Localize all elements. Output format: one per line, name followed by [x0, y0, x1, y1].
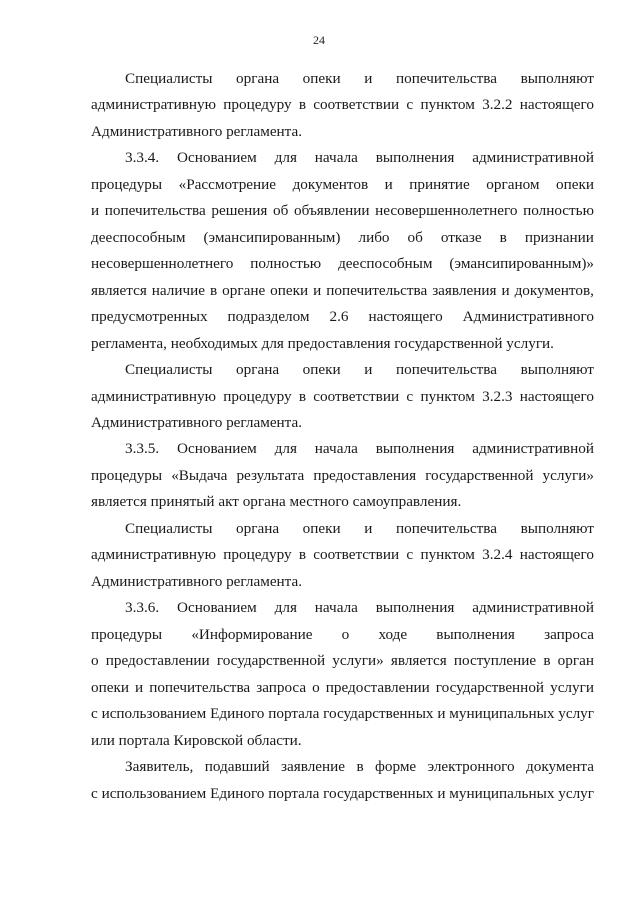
text-line: 3.3.6. Основанием для начала выполнения административной: [125, 599, 594, 616]
text-line: или портала Кировской области.: [91, 732, 302, 749]
text-line: процедуры «Выдача результата предоставления государственной услуги»: [91, 467, 594, 484]
text-line: Заявитель, подавший заявление в форме электронного документа: [125, 758, 594, 775]
text-line: Административного регламента.: [91, 573, 303, 590]
text-line: о предоставлении государственной услуги» является поступление в орган: [91, 652, 594, 669]
text-line: регламента, необходимых для предоставления государственной услуги.: [91, 335, 554, 352]
text-line: является наличие в органе опеки и попечительства заявления и документов,: [91, 282, 594, 299]
text-line: административную процедуру в соответствии с пунктом 3.2.3 настоящего: [91, 388, 594, 405]
text-line: с использованием Единого портала государственных и муниципальных услуг: [91, 705, 594, 722]
text-line: Административного регламента.: [91, 414, 303, 431]
text-line: 3.3.4. Основанием для начала выполнения административной: [125, 149, 594, 166]
text-line: Специалисты органа опеки и попечительства выполняют: [125, 520, 594, 537]
text-line: предусмотренных подразделом 2.6 настоящего Административного: [91, 308, 594, 325]
text-line: процедуры «Рассмотрение документов и принятие органом опеки: [91, 176, 594, 193]
text-line: Специалисты органа опеки и попечительства выполняют: [125, 70, 594, 87]
text-line: и попечительства решения об объявлении несовершеннолетнего полностью: [91, 202, 594, 219]
text-line: административную процедуру в соответствии с пунктом 3.2.4 настоящего: [91, 546, 594, 563]
text-line: несовершеннолетнего полностью дееспособным (эмансипированным)»: [91, 255, 594, 272]
text-line: является принятый акт органа местного самоуправления.: [91, 493, 462, 510]
text-line: с использованием Единого портала государственных и муниципальных услуг: [91, 785, 594, 802]
text-line: опеки и попечительства запроса о предоставлении государственной услуги: [91, 679, 594, 696]
page-number: 24: [313, 33, 325, 47]
text-line: процедуры «Информирование о ходе выполнения запроса: [91, 626, 594, 643]
text-line: административную процедуру в соответствии с пунктом 3.2.2 настоящего: [91, 96, 594, 113]
text-line: Специалисты органа опеки и попечительства выполняют: [125, 361, 594, 378]
text-line: Административного регламента.: [91, 123, 303, 140]
text-line: дееспособным (эмансипированным) либо об отказе в признании: [91, 229, 594, 246]
text-line: 3.3.5. Основанием для начала выполнения административной: [125, 440, 594, 457]
